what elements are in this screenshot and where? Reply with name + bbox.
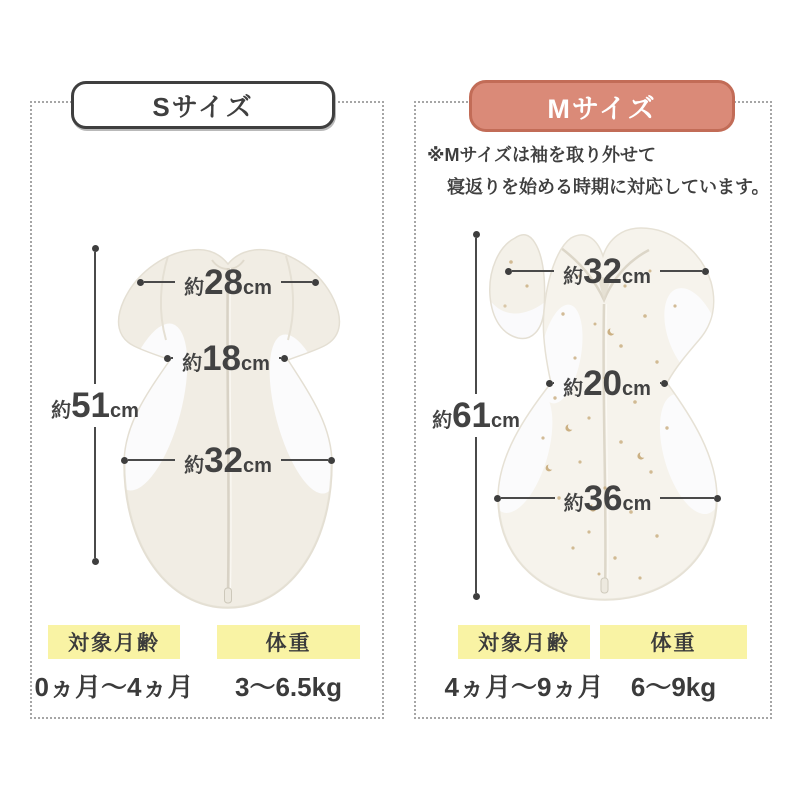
measure-label (182, 338, 270, 378)
measure-approx: 約 (563, 377, 584, 400)
measure-approx: 約 (184, 276, 205, 299)
weight-label: 体重 (650, 632, 697, 655)
weight-value-s: 3〜6.5kg (235, 672, 342, 702)
arrow-line (171, 357, 173, 359)
measure-label (563, 251, 651, 291)
note-line-2: 寝返りを始める時期に対応しています。 (447, 177, 770, 197)
arrow-endpoint-dot (164, 355, 171, 362)
arrow-endpoint-dot (714, 495, 721, 502)
weight-label: 体重 (265, 632, 312, 655)
measure-value: 32 (204, 440, 244, 480)
arrow-line (94, 427, 96, 559)
size-s-title-pill (71, 81, 335, 129)
arrow-line (660, 497, 714, 499)
arrow-line (553, 382, 554, 384)
measure-s-bottom-width (121, 438, 335, 482)
measure-label (184, 440, 272, 480)
measure-value: 61 (452, 396, 492, 435)
size-m-note (427, 139, 770, 203)
arrow-endpoint-dot (328, 457, 335, 464)
arrow-endpoint-dot (92, 245, 99, 252)
measure-approx: 約 (563, 492, 584, 515)
arrow-line (94, 252, 96, 384)
weight-label-badge-m (600, 625, 747, 659)
age-value-s: 0ヵ月〜4ヵ月 (34, 672, 194, 702)
arrow-endpoint-dot (473, 231, 480, 238)
measure-value: 18 (202, 338, 242, 378)
measure-s-top-width (137, 260, 319, 304)
measure-label (563, 363, 651, 403)
arrow-line (281, 281, 312, 283)
measure-value: 36 (583, 478, 623, 518)
measure-approx: 約 (184, 454, 205, 477)
measure-s-mid-width (164, 336, 288, 380)
arrow-endpoint-dot (281, 355, 288, 362)
measure-value: 28 (204, 262, 244, 302)
measure-approx: 約 (432, 410, 453, 432)
measure-unit: cm (491, 410, 520, 432)
measure-unit: cm (622, 377, 651, 400)
size-m-title-pill (469, 80, 735, 132)
measure-unit: cm (241, 352, 270, 375)
measure-value: 51 (71, 385, 111, 425)
measure-approx: 約 (51, 399, 72, 422)
weight-label-badge-s (217, 625, 360, 659)
arrow-line (144, 281, 175, 283)
size-m-title: Mサイズ (547, 93, 657, 124)
measure-value: 20 (583, 363, 623, 403)
age-label-badge-s (48, 625, 180, 659)
measure-unit: cm (622, 265, 651, 288)
measure-label (563, 478, 652, 518)
measure-value: 32 (583, 251, 623, 291)
arrow-endpoint-dot (546, 380, 553, 387)
measure-unit: cm (243, 454, 272, 477)
age-value-m: 4ヵ月〜9ヵ月 (444, 672, 604, 702)
note-line-1: ※Mサイズは袖を取り外せて (427, 145, 657, 165)
age-label: 対象月齢 (478, 632, 570, 655)
arrow-line (475, 238, 477, 394)
age-label: 対象月齢 (68, 632, 160, 655)
measure-unit: cm (110, 399, 139, 422)
age-label-badge-m (458, 625, 590, 659)
measure-m-mid-width (546, 361, 668, 405)
arrow-endpoint-dot (312, 279, 319, 286)
arrow-endpoint-dot (702, 268, 709, 275)
measure-label (184, 262, 272, 302)
weight-value-m: 6〜9kg (630, 672, 717, 702)
size-s-title: Sサイズ (152, 91, 254, 122)
measure-unit: cm (243, 276, 272, 299)
measure-m-height (429, 231, 523, 600)
measure-m-top-width (505, 249, 709, 293)
measure-s-height (48, 245, 142, 565)
measure-approx: 約 (182, 352, 203, 375)
arrow-line (660, 270, 702, 272)
arrow-endpoint-dot (92, 558, 99, 565)
arrow-endpoint-dot (473, 593, 480, 600)
measure-approx: 約 (563, 265, 584, 288)
arrow-endpoint-dot (661, 380, 668, 387)
measure-m-bottom-width (494, 476, 721, 520)
measure-label (51, 385, 139, 425)
arrow-line (475, 437, 477, 593)
arrow-line (281, 459, 328, 461)
measure-unit: cm (622, 492, 652, 515)
measure-label (432, 398, 520, 433)
